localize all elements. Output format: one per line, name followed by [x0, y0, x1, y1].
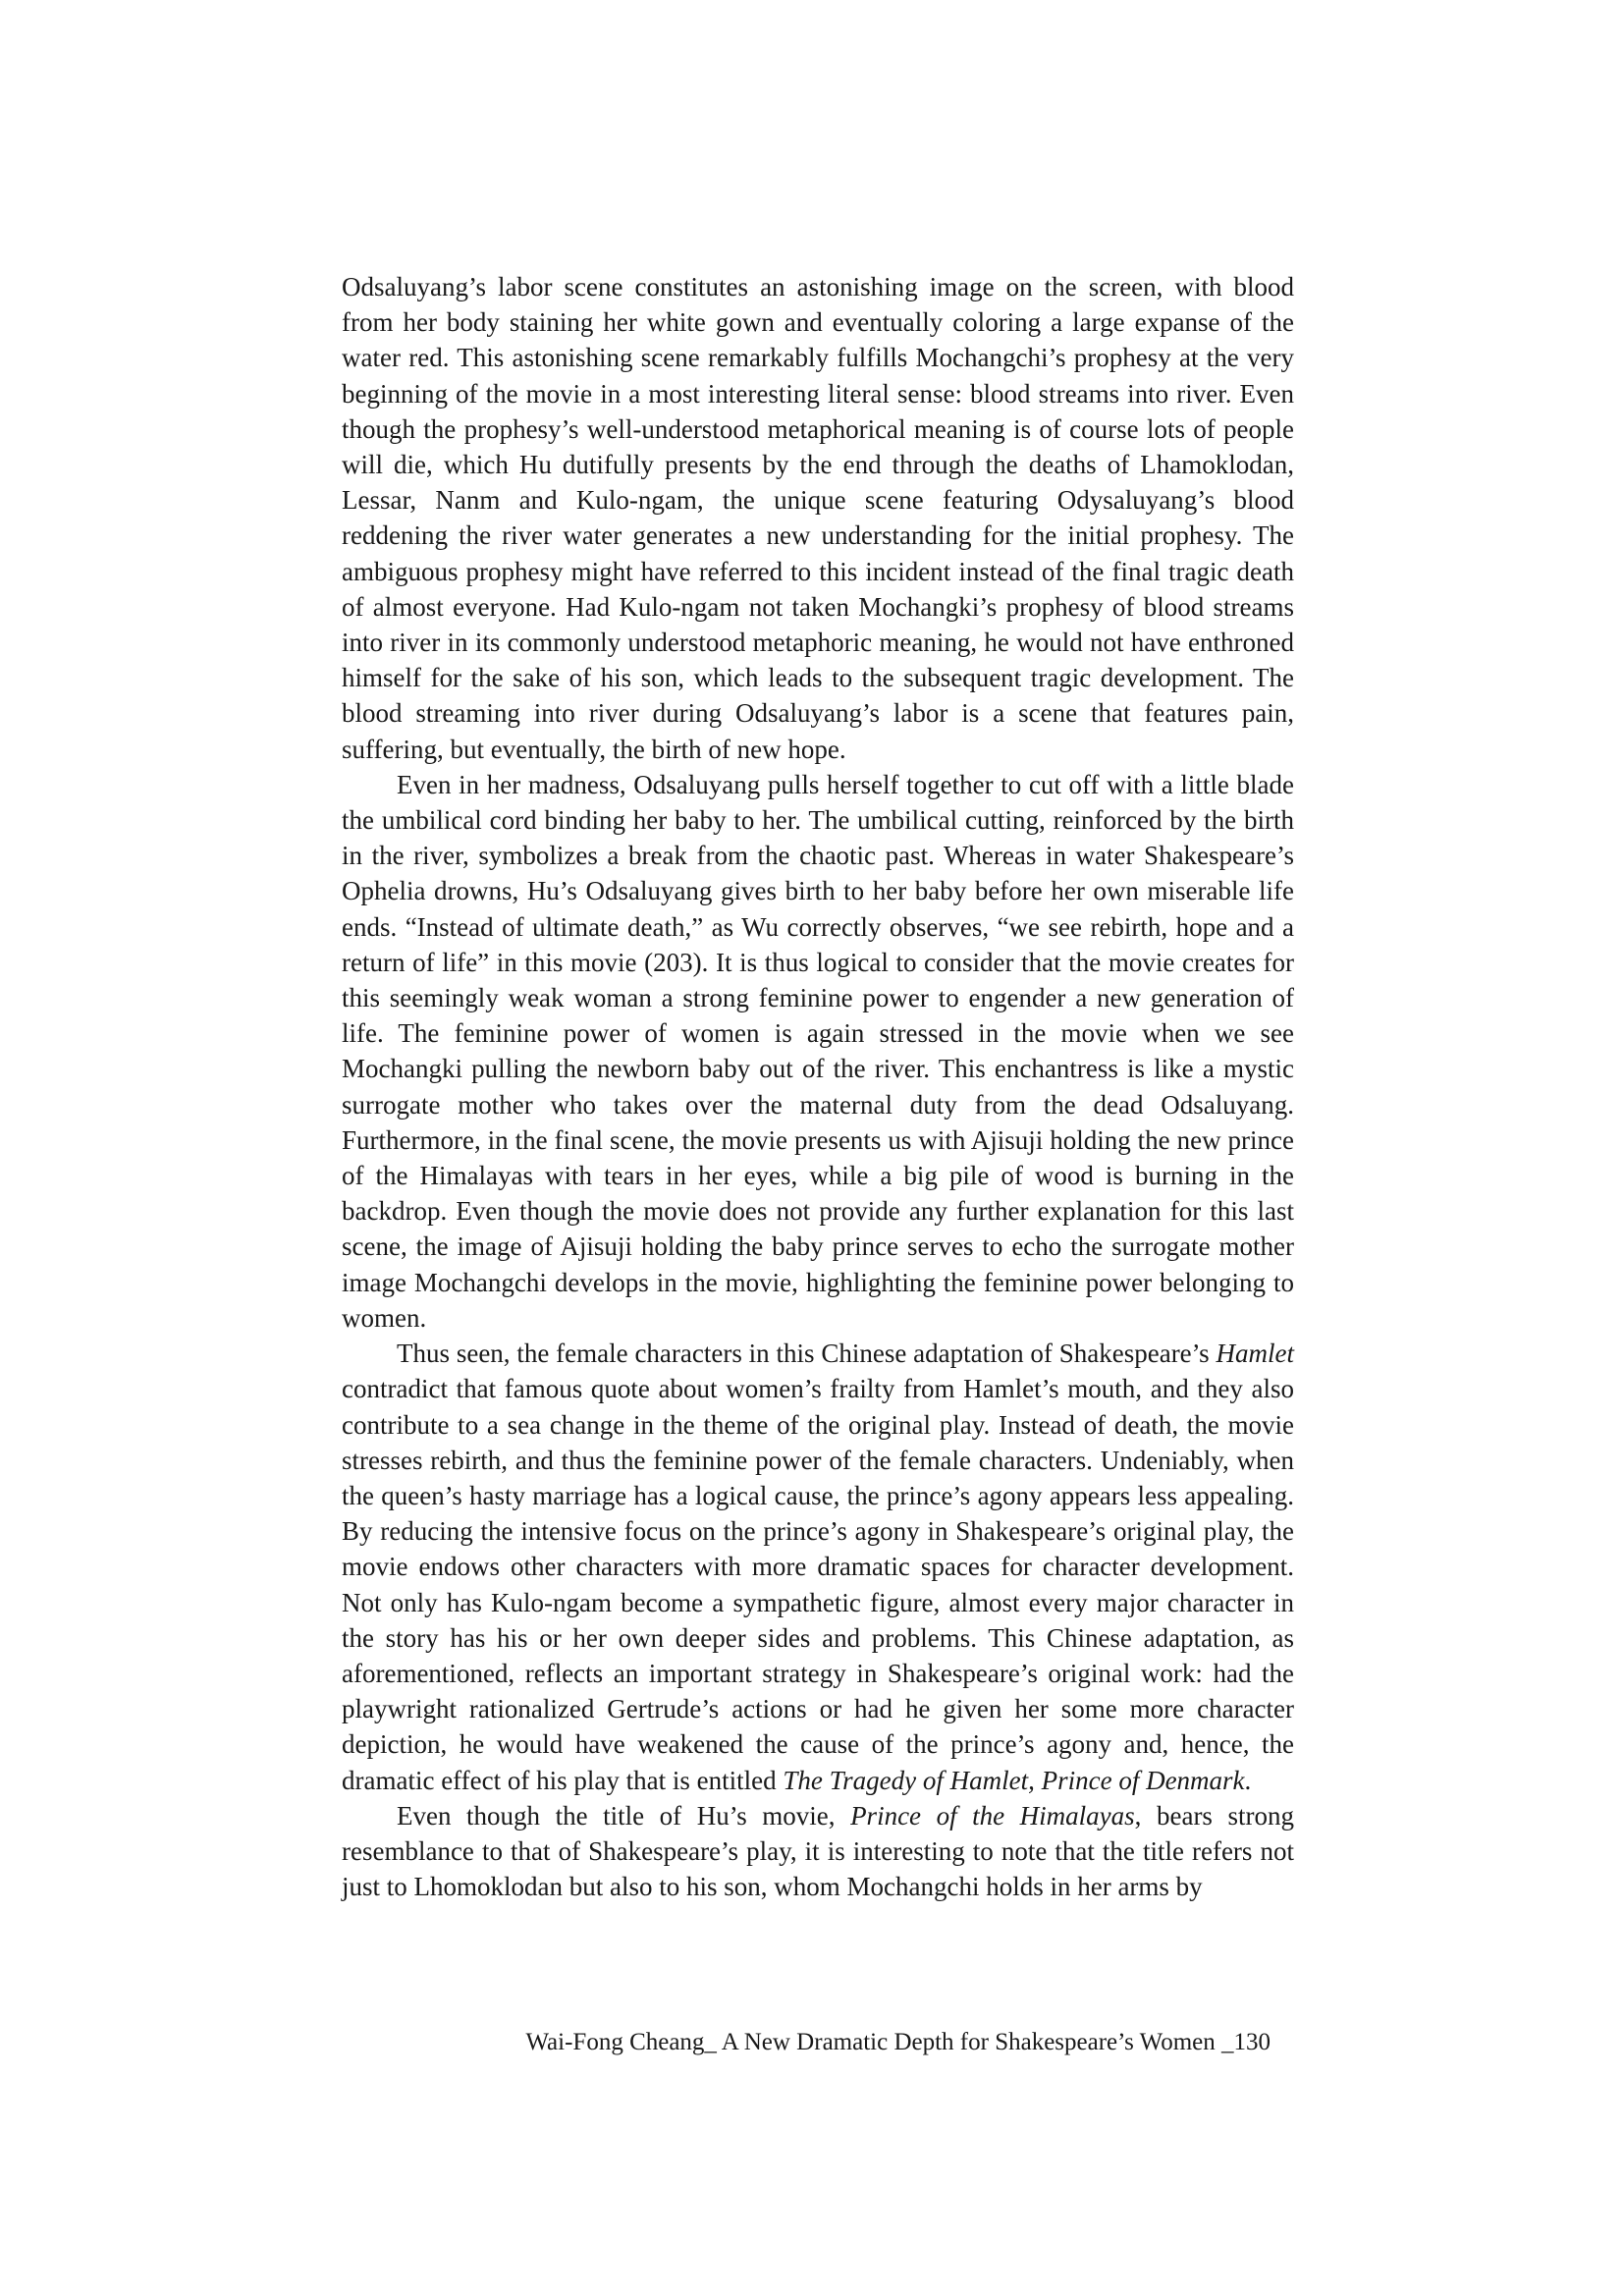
paragraph-text: contradict that famous quote about women’s frailty from Hamlet’s mouth, and they also contribute to a sea change in the theme of the original play. Instead of death, the movie stresses rebirth, and thus the feminine power of the female characters. Undeniably, when the queen’s hasty marriage has a logical cause, the prince’s agony appears less appealing. By reducing the intensive focus on the prince’s agony in Shakespeare’s original play, the movie endows other characters with more dramatic spaces for character development. Not only has Kulo-ngam become a sympathetic figure, almost every major character in the story has his or her own deeper sides and problems. This Chinese adaptation, as aforementioned, reflects an important strategy in Shakespeare’s original work: had the playwright rationalized Gertrude’s actions or had he given her some more character depiction, he would have weakened the cause of the prince’s agony and, hence, the dramatic effect of his play that is entitled [342, 1374, 1294, 1795]
paragraph-text: . [1244, 1765, 1252, 1795]
paragraph-text: Thus seen, the female characters in this Chinese adaptation of Shakespeare’s [397, 1339, 1217, 1369]
paragraph-4 [342, 1798, 1294, 1905]
body-text [342, 269, 1294, 1904]
paragraph-text: Odsaluyang’s labor scene constitutes an astonishing image on the screen, with blood from her body staining her white gown and eventually coloring a large expanse of the water red. This astonishing scene remarkably fulfills Mochangchi’s prophesy at the very beginning of the movie in a most interesting literal sense: blood streams into river. Even though the prophesy’s well-understood metaphorical meaning is of course lots of people will die, which Hu dutifully presents by the end through the deaths of Lhamoklodan, Lessar, Nanm and Kulo-ngam, the unique scene featuring Odysaluyang’s blood reddening the river water generates a new understanding for the initial prophesy. The ambiguous prophesy might have referred to this incident instead of the final tragic death of almost everyone. Had Kulo-ngam not taken Mochangki’s prophesy of blood streams into river in its commonly understood metaphoric meaning, he would not have enthroned himself for the sake of his son, which leads to the subsequent tragic development. The blood streaming into river during Odsaluyang’s labor is a scene that features pain, suffering, but eventually, the birth of new hope. [342, 272, 1294, 764]
paragraph-text: Even though the title of Hu’s movie, [397, 1800, 851, 1831]
paragraph-3 [342, 1336, 1294, 1798]
running-footer: Wai-Fong Cheang_ A New Dramatic Depth for Shakespeare’s Women _130 [525, 2029, 1271, 2055]
paragraph-text: Even in her madness, Odsaluyang pulls herself together to cut off with a little blade the umbilical cord binding her baby to her. The umbilical cutting, reinforced by the birth in the river, symbolizes a break from the chaotic past. Whereas in water Shakespeare’s Ophelia drowns, Hu’s Odsaluyang gives birth to her baby before her own miserable life ends. “Instead of ultimate death,” as Wu correctly observes, “we see rebirth, hope and a return of life” in this movie (203). It is thus logical to consider that the movie creates for this seemingly weak woman a strong feminine power to engender a new generation of life. The feminine power of women is again stressed in the movie when we see Mochangki pulling the newborn baby out of the river. This enchantress is like a mystic surrogate mother who takes over the maternal duty from the dead Odsaluyang. Furthermore, in the final scene, the movie presents us with Ajisuji holding the new prince of the Himalayas with tears in her eyes, while a big pile of wood is burning in the backdrop. Even though the movie does not provide any further explanation for this last scene, the image of Ajisuji holding the baby prince serves to echo the surrogate mother image Mochangchi develops in the movie, highlighting the feminine power belonging to women. [342, 769, 1294, 1333]
italic-title-text: Hamlet [1216, 1339, 1294, 1369]
paragraph-text: , bears strong resemblance to that of Shakespeare’s play, it is interesting to note that the title refers not just to Lhomoklodan but also to his son, whom Mochangchi holds in her arms by [342, 1800, 1294, 1902]
italic-title-text: Prince of the Himalayas [850, 1800, 1135, 1831]
paragraph-1 [342, 269, 1294, 767]
paragraph-2 [342, 767, 1294, 1336]
italic-title-text: The Tragedy of Hamlet, Prince of Denmark [783, 1765, 1245, 1795]
